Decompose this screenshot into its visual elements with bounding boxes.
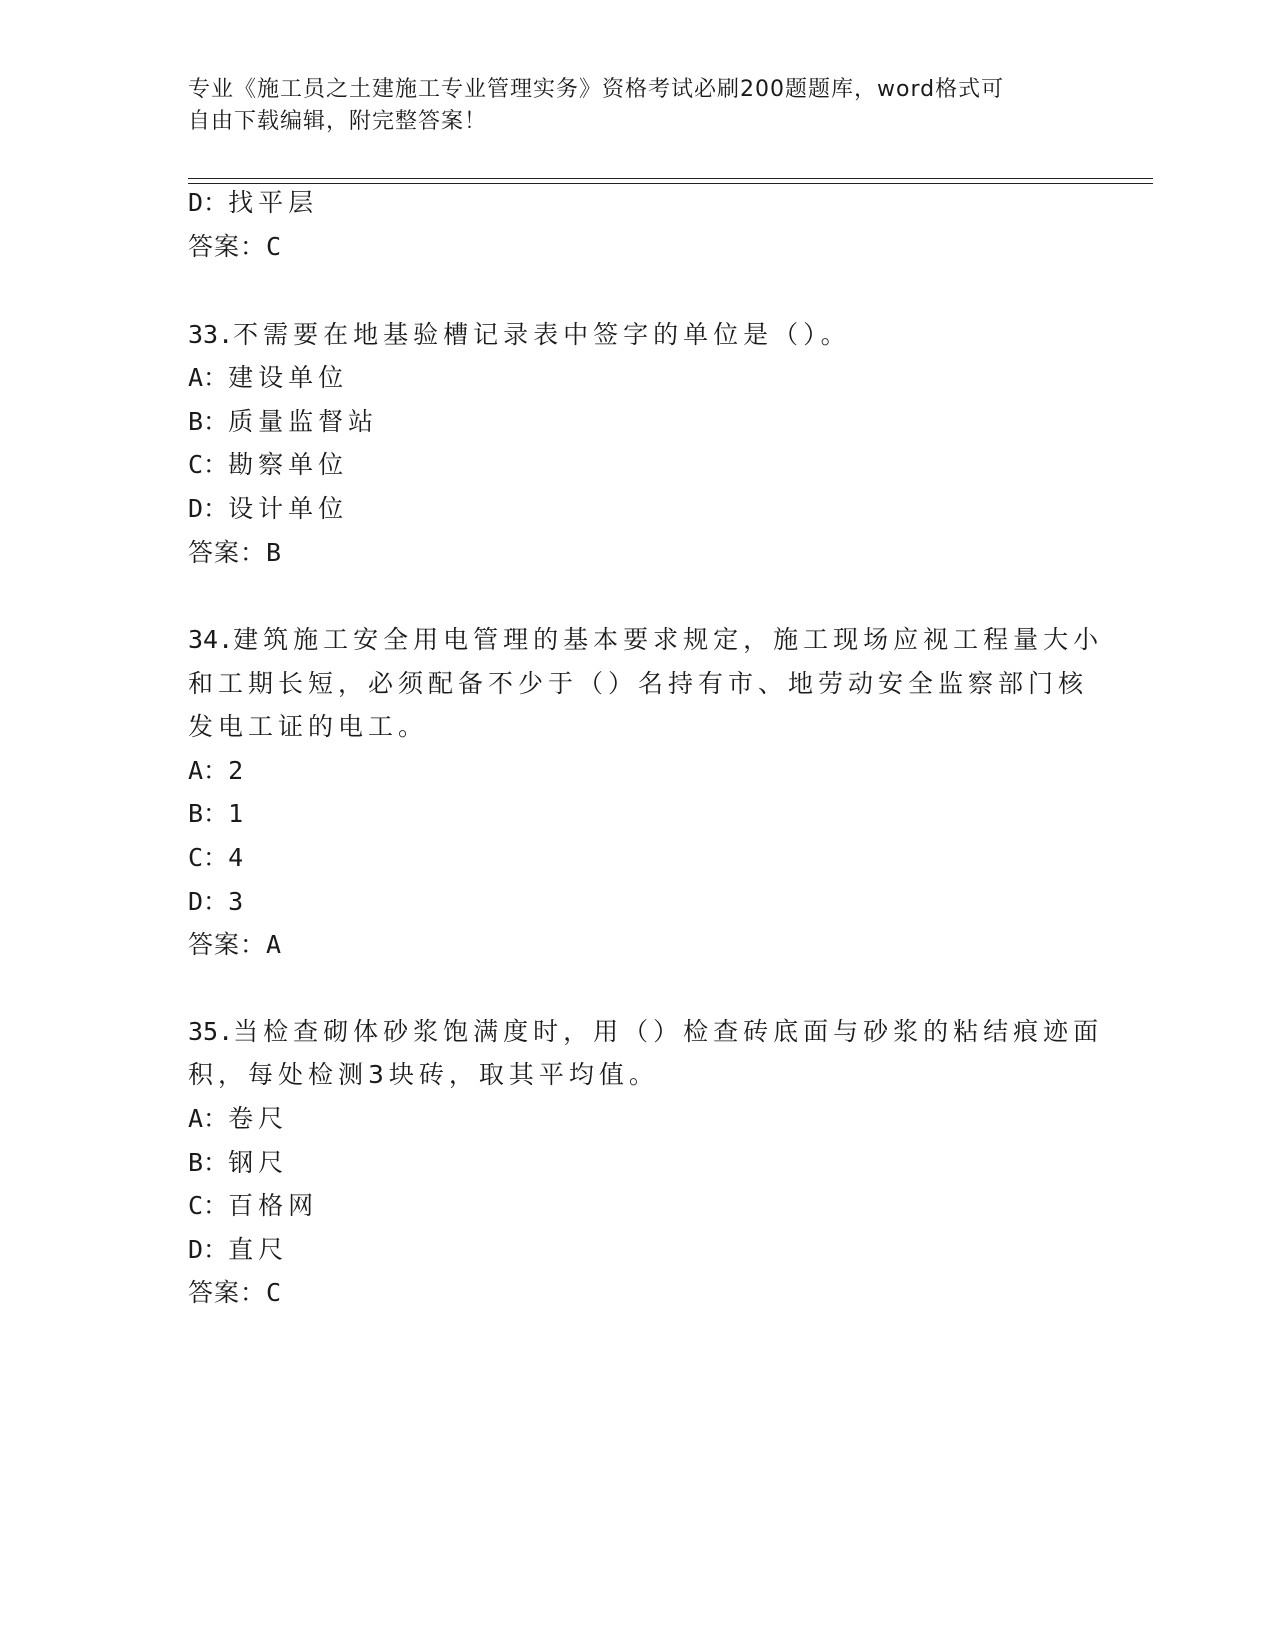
- option-text: 设计单位: [228, 494, 349, 523]
- q33-option-b: [188, 405, 378, 439]
- option-text: 找平层: [228, 188, 319, 217]
- header-line-1: 专业《施工员之土建施工专业管理实务》资格考试必刷200题题库，word格式可: [188, 77, 1005, 102]
- option-text: 卷尺: [228, 1104, 289, 1133]
- question-text: 当检查砌体砂浆饱满度时，用（）检查砖底面与砂浆的粘结痕迹面: [233, 1017, 1104, 1046]
- option-label: C：: [188, 843, 229, 872]
- option-text: 3: [228, 887, 244, 916]
- prev-answer: [188, 230, 281, 264]
- q33-option-a: [188, 361, 348, 395]
- q35-option-a: [188, 1102, 288, 1136]
- q34-answer: [188, 928, 281, 962]
- option-label: B：: [188, 1148, 229, 1177]
- option-text: 百格网: [228, 1191, 319, 1220]
- option-label: D：: [188, 1235, 229, 1264]
- answer-label: 答案：: [188, 538, 267, 567]
- question-number: 35.: [188, 1017, 234, 1046]
- header-divider-top: [188, 178, 1153, 179]
- option-label: D：: [188, 887, 229, 916]
- q33-stem: [188, 318, 851, 352]
- q34-option-b: [188, 797, 243, 831]
- option-label: B：: [188, 799, 229, 828]
- q34-option-d: [188, 885, 243, 919]
- answer-value: A: [266, 930, 282, 959]
- option-label: A：: [188, 363, 229, 392]
- option-label: B：: [188, 407, 229, 436]
- header-divider-bottom: [188, 183, 1153, 184]
- option-label: D：: [188, 494, 229, 523]
- question-text: 建筑施工安全用电管理的基本要求规定，施工现场应视工程量大小: [233, 625, 1104, 654]
- option-label: C：: [188, 1191, 229, 1220]
- q33-answer: [188, 536, 281, 570]
- q35-stem-line-2: 积，每处检测3块砖，取其平均值。: [188, 1060, 659, 1089]
- q35-option-b: [188, 1146, 288, 1180]
- q35-option-d: [188, 1233, 288, 1267]
- q35-stem-line-1: [188, 1015, 1103, 1049]
- answer-value: B: [266, 538, 282, 567]
- prev-option-d: [188, 186, 318, 220]
- q34-stem-line-3: 发电工证的电工。: [188, 712, 429, 741]
- q33-option-d: [188, 492, 348, 526]
- answer-label: 答案：: [188, 1278, 267, 1307]
- option-text: 建设单位: [228, 363, 349, 392]
- question-number: 33.: [188, 320, 234, 349]
- option-text: 4: [228, 843, 244, 872]
- q35-option-c: [188, 1189, 318, 1223]
- answer-label: 答案：: [188, 232, 267, 261]
- answer-label: 答案：: [188, 930, 267, 959]
- option-label: A：: [188, 1104, 229, 1133]
- header-line-2: 自由下载编辑，附完整答案！: [188, 109, 488, 134]
- q35-answer: [188, 1276, 281, 1310]
- option-text: 直尺: [228, 1235, 289, 1264]
- q34-stem-line-1: [188, 623, 1103, 657]
- question-text: 不需要在地基验槽记录表中签字的单位是（）。: [233, 320, 851, 349]
- q34-stem-line-2: 和工期长短，必须配备不少于（）名持有市、地劳动安全监察部门核: [188, 669, 1089, 698]
- option-text: 钢尺: [228, 1148, 289, 1177]
- question-number: 34.: [188, 625, 234, 654]
- answer-value: C: [266, 232, 282, 261]
- option-label: C：: [188, 450, 229, 479]
- q34-option-a: [188, 754, 243, 788]
- q34-option-c: [188, 841, 243, 875]
- option-label: D：: [188, 188, 229, 217]
- option-text: 2: [228, 756, 244, 785]
- option-text: 勘察单位: [228, 450, 349, 479]
- document-header: [188, 74, 1068, 138]
- option-text: 质量监督站: [228, 407, 379, 436]
- q33-option-c: [188, 448, 348, 482]
- option-text: 1: [228, 799, 244, 828]
- answer-value: C: [266, 1278, 282, 1307]
- option-label: A：: [188, 756, 229, 785]
